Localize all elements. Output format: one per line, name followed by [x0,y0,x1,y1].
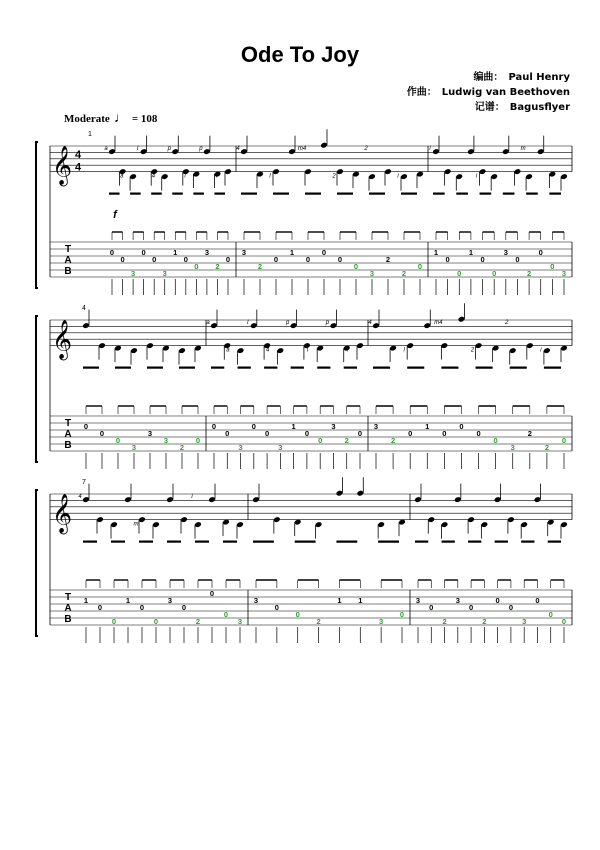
tab-fret-number: 3 [373,422,379,431]
tab-fret-number: 1 [173,248,178,257]
tab-fret-number: 0 [183,255,188,264]
tab-fret-number: 2 [195,617,201,626]
tab-fret-number: 0 [476,429,481,438]
tab-fret-number: 2 [527,429,532,438]
tab-fret-number: 3 [522,617,527,626]
tab-fret-number: 0 [153,617,159,626]
tab-fret-number: 1 [433,248,439,257]
transcriber-label: 记谱： [474,102,505,113]
tab-fret-number: 0 [141,248,146,257]
tab-fret-number: 0 [515,255,520,264]
tab-fret-number: 3 [561,269,567,278]
tab-fret-number: 0 [273,255,279,264]
fingering-mark: 4 [236,146,240,152]
tab-fret-number: 0 [225,255,231,264]
tab-fret-number: 1 [125,596,131,605]
fingering-mark: i [346,347,349,354]
tab-fret-number: 2 [544,443,549,452]
tab-clef-letter: A [64,603,72,614]
fingering-mark: 2 [470,347,475,354]
tab-fret-number: 0 [561,436,567,445]
measure-number: 4 [82,305,86,312]
system-bracket [36,142,38,288]
tab-fret-number: 3 [162,269,167,278]
fingering-mark: p [167,146,171,152]
tab-fret-number: 3 [415,596,421,605]
tab-fret-number: 0 [120,255,125,264]
fingering-mark: 2 [505,320,509,326]
tab-fret-number: 3 [163,436,169,445]
fingering-mark: i [475,173,478,180]
tab-fret-number: 2 [527,269,532,278]
tab-fret-number: 0 [111,617,117,626]
tab-fret-number: 3 [241,248,247,257]
fingering-mark: l [403,347,405,354]
fingering-mark: p [199,146,203,152]
tab-fret-number: 2 [385,255,391,264]
tab-fret-number: 2 [442,617,447,626]
tab-fret-number: 3 [238,443,243,452]
tab-fret-number: 0 [353,262,359,271]
fingering-mark: a [206,320,210,326]
measure-number: 1 [88,131,92,138]
arranger-label: 编曲： [473,72,504,83]
fingering-mark: a [226,347,230,354]
tab-clef-letter: A [64,255,72,266]
tab-fret-number: 0 [459,422,464,431]
tab-fret-number: 0 [495,596,500,605]
tab-fret-number: 0 [480,255,485,264]
tab-fret-number: 3 [237,617,243,626]
tab-clef-letter: T [64,592,72,603]
tab-fret-number: 3 [204,248,209,257]
tab-fret-number: 3 [369,269,375,278]
fingering-mark: m4 [434,320,443,326]
tab-fret-number: 3 [331,422,336,431]
tab-fret-number: 3 [131,269,136,278]
tab-clef-letter: T [64,244,72,255]
tab-fret-number: 0 [550,262,555,271]
tab-fret-number: 3 [278,443,283,452]
tab-fret-number: 0 [492,269,497,278]
dynamic-marking: f [113,209,117,221]
treble-clef-icon: 𝄞 [51,320,73,359]
tab-fret-number: 0 [337,255,343,264]
tab-fret-number: 0 [399,610,405,619]
tab-fret-number: 0 [181,603,187,612]
tab-fret-number: 0 [304,429,309,438]
tab-clef-letter: A [64,429,72,440]
fingering-mark: i [184,173,186,180]
fingering-mark: m [520,146,526,152]
tab-fret-number: 2 [391,436,396,445]
fingering-mark: l [136,146,139,152]
fingering-mark: i [397,173,399,180]
fingering-mark: m4 [297,146,307,152]
tab-fret-number: 3 [503,248,508,257]
measure-number: 7 [82,479,86,486]
tab-fret-number: 0 [194,262,199,271]
composer-label: 作曲： [406,87,437,98]
fingering-mark: 4 [78,494,82,500]
tab-fret-number: 0 [195,436,201,445]
tab-fret-number: 1 [291,422,296,431]
tab-fret-number: 0 [99,429,105,438]
arranger-name: Paul Henry [508,72,570,83]
fingering-mark: l [247,320,249,326]
fingering-mark: a [120,173,124,180]
composer-name: Ludwig van Beethoven [441,87,570,98]
tab-fret-number: 0 [139,603,145,612]
fingering-mark: i [306,347,309,354]
tab-fret-number: 0 [225,429,230,438]
tab-fret-number: 0 [429,603,434,612]
tab-fret-number: 0 [548,610,553,619]
tab-fret-number: 0 [442,429,447,438]
tab-fret-number: 0 [538,248,543,257]
time-signature-top: 4 [74,148,82,161]
tab-fret-number: 0 [321,248,327,257]
tab-fret-number: 0 [493,436,498,445]
tab-fret-number: 0 [83,422,89,431]
tab-fret-number: 1 [337,596,342,605]
tab-clef-letter: T [64,418,72,429]
tab-fret-number: 0 [445,255,450,264]
fingering-mark: i [216,173,218,180]
tab-fret-number: 1 [468,248,473,257]
treble-clef-icon: 𝄞 [51,146,73,185]
tab-fret-number: 0 [295,610,300,619]
tab-fret-number: 0 [211,422,217,431]
tab-fret-number: 2 [482,617,487,626]
tab-fret-number: 0 [115,436,121,445]
fingering-mark: a [104,146,108,152]
time-signature-bottom: 4 [74,161,82,174]
tab-fret-number: 0 [417,262,423,271]
tab-fret-number: 3 [167,596,173,605]
tab-fret-number: 2 [344,436,349,445]
tempo-bpm: = 108 [131,113,158,125]
tab-fret-number: 3 [379,617,384,626]
treble-clef-icon: 𝄞 [51,494,73,533]
fingering-mark: 4 [151,173,156,180]
tab-fret-number: 3 [147,429,153,438]
tab-fret-number: 0 [209,589,215,598]
tab-clef-letter: B [64,266,72,277]
tempo-text: Moderate [64,113,110,125]
fingering-mark: i [429,146,431,152]
page-title: Ode To Joy [240,42,360,67]
tab-fret-number: 0 [152,255,157,264]
fingering-mark: p [325,320,330,326]
tab-fret-number: 0 [408,429,413,438]
fingering-mark: 2 [332,173,336,180]
tab-fret-number: 0 [265,429,270,438]
tab-fret-number: 0 [357,429,363,438]
fingering-mark: i [191,494,193,500]
tab-fret-number: 0 [508,603,513,612]
tab-fret-number: 0 [223,610,229,619]
fingering-mark: i [540,347,542,354]
fingering-mark: m [133,521,139,528]
tab-fret-number: 0 [561,617,567,626]
tab-fret-number: 3 [455,596,460,605]
tab-fret-number: 2 [316,617,321,626]
fingering-mark: 2 [364,146,368,152]
tab-fret-number: 0 [469,603,474,612]
system-bracket [36,490,38,636]
tab-fret-number: 1 [83,596,89,605]
system-bracket [36,316,38,462]
fingering-mark: 4 [266,347,270,354]
tab-fret-number: 3 [253,596,259,605]
tab-fret-number: 0 [274,603,279,612]
tab-fret-number: 2 [257,262,263,271]
fingering-mark: l [269,173,271,180]
tab-fret-number: 1 [358,596,363,605]
tab-fret-number: 3 [131,443,137,452]
tab-fret-number: 0 [109,248,115,257]
tab-fret-number: 0 [535,596,540,605]
system-3 [36,477,572,643]
tab-fret-number: 2 [215,262,220,271]
tab-fret-number: 0 [251,422,256,431]
tab-fret-number: 2 [179,443,185,452]
tab-fret-number: 0 [305,255,311,264]
tab-fret-number: 0 [97,603,103,612]
transcriber-name: Bagusflyer [509,102,570,113]
tab-fret-number: 3 [510,443,515,452]
tab-fret-number: 2 [401,269,407,278]
fingering-mark: p [285,320,290,326]
tab-clef-letter: B [64,614,72,625]
tab-fret-number: 0 [318,436,323,445]
tab-clef-letter: B [64,440,72,451]
tab-fret-number: 1 [289,248,295,257]
fingering-mark: 4 [368,320,372,326]
tab-fret-number: 0 [457,269,462,278]
tab-fret-number: 1 [425,422,430,431]
quarter-note-icon: ♩ [113,111,128,126]
